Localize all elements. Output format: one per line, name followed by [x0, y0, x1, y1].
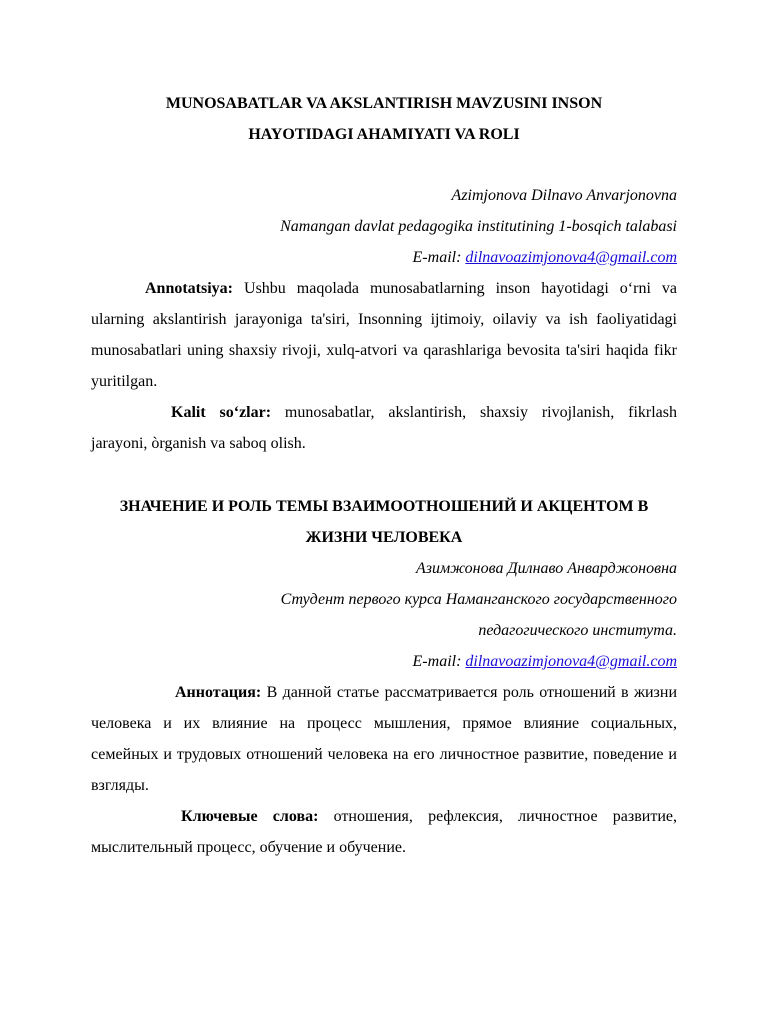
ru-abstract-text: В данной статье рассматривается роль отношений в жизни человека и их влияние на процесс мышления, прямое влияние социальных, семейных и трудовых отношений человека на его личностное развитие, поведение и взгляды. — [91, 684, 677, 794]
ru-keywords-text: отношения, рефлексия, личностное развитие, мыслительный процесс, обучение и обучение. — [91, 808, 677, 856]
uz-author: Azimjonova Dilnavo Anvarjonovna — [451, 187, 677, 204]
uz-keywords — [91, 397, 677, 459]
uz-abstract-text: Ushbu maqolada munosabatlarning inson hayotidagi o‘rni va ularning akslantirish jarayoniga ta'siri, Insonning ijtimoiy, oilaviy va ish faoliyatidagi munosabatlari uning shaxsiy rivoji, xulq-atvori va qarashlariga bevosita ta'siri haqida fikr yuritilgan. — [91, 280, 677, 390]
ru-title-line-2: ЖИЗНИ ЧЕЛОВЕКА — [305, 529, 463, 546]
uz-abstract — [91, 273, 677, 397]
ru-email-link[interactable]: dilnavoazimjonova4@gmail.com — [465, 653, 677, 670]
spacer — [91, 459, 677, 491]
spacer — [91, 150, 677, 180]
ru-abstract-label: Аннотация: — [175, 684, 262, 701]
uz-title-line-1: MUNOSABATLAR VA AKSLANTIRISH MAVZUSINI INSON — [165, 95, 603, 112]
uz-email-line — [91, 242, 677, 273]
ru-title-line-1: ЗНАЧЕНИЕ И РОЛЬ ТЕМЫ ВЗАИМООТНОШЕНИЙ И АКЦЕНТОМ В — [119, 498, 649, 515]
document-page — [91, 88, 677, 863]
uz-keywords-text: munosabatlar, akslantirish, shaxsiy rivojlanish, fikrlash jarayoni, òrganish va saboq olish. — [91, 404, 677, 452]
uz-keywords-label: Kalit so‘zlar: — [171, 404, 272, 421]
ru-keywords-label: Ключевые слова: — [181, 808, 319, 825]
uz-affiliation: Namangan davlat pedagogika institutining 1-bosqich talabasi — [280, 218, 677, 235]
uz-email-label: E-mail: — [412, 249, 466, 266]
ru-email-line — [91, 646, 677, 677]
uz-title-line-2: HAYOTIDAGI AHAMIYATI VA ROLI — [248, 126, 520, 143]
ru-affiliation-line-1: Студент первого курса Наманганского государственного — [280, 591, 677, 608]
uz-email-link[interactable]: dilnavoazimjonova4@gmail.com — [465, 249, 677, 266]
ru-keywords — [91, 801, 677, 863]
ru-abstract — [91, 677, 677, 801]
ru-affiliation-line-2: педагогического института. — [478, 622, 677, 639]
uz-abstract-label: Annotatsiya: — [145, 280, 234, 297]
ru-email-label: E-mail: — [412, 653, 466, 670]
ru-author: Азимжонова Дилнаво Анварджоновна — [415, 560, 677, 577]
